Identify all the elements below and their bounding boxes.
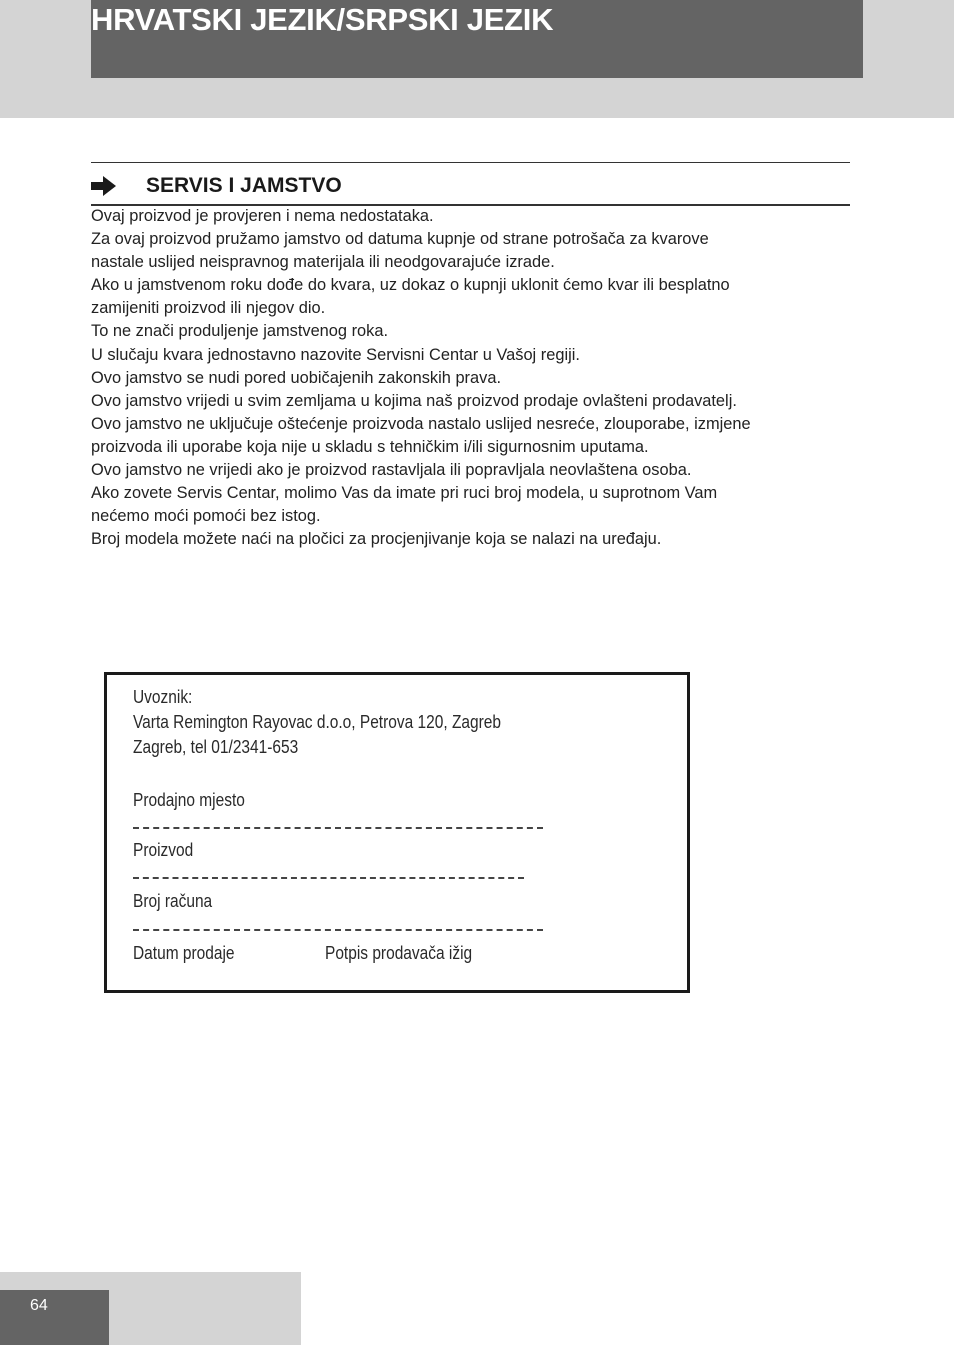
text-line: nastale uslijed neispravnog materijala ili neodgovarajuće izrade. [91,253,555,272]
text-line: To ne znači produljenje jamstvenog roka. [91,322,389,341]
text-line: Ovo jamstvo vrijedi u svim zemljama u kojima naš proizvod prodaje ovlašteni prodavatelj. [91,391,737,410]
section-rule-top [91,162,850,163]
page-title: HRVATSKI JEZIK/SRPSKI JEZIK [91,2,554,37]
text-line: Ako u jamstvenom roku dođe do kvara, uz dokaz o kupnji uklonit ćemo kvar ili besplatno [91,276,730,295]
text-line: zamijeniti proizvod ili njegov dio. [91,299,326,318]
field-date-label: Datum prodaje [133,943,235,963]
warranty-text [91,205,851,551]
importer-label: Uvoznik: [133,687,193,707]
page-number-box [0,1290,109,1345]
text-line: nećemo moći pomoći bez istog. [91,507,321,526]
page-number: 64 [30,1297,48,1314]
text-line: proizvoda ili uporabe koja nije u skladu s tehničkim i/ili sigurnosnim uputama. [91,437,649,456]
field-product-line[interactable] [133,877,524,879]
text-line: Za ovaj proizvod pružamo jamstvo od datuma kupnje od strane potrošača za kvarove [91,230,709,249]
field-invoice-label: Broj računa [133,891,213,911]
text-line: Ako zovete Servis Centar, molimo Vas da imate pri ruci broj modela, u suprotnom Vam [91,484,718,503]
field-signature-label: Potpis prodavača ižig [325,943,473,963]
text-line: Ovo jamstvo ne uključuje oštećenje proizvoda nastalo uslijed nesreće, zlouporabe, izmjene [91,414,751,433]
importer-address: Varta Remington Rayovac d.o.o, Petrova 120, Zagreb [133,712,501,732]
field-place-label: Prodajno mjesto [133,790,245,810]
text-line: U slučaju kvara jednostavno nazovite Servisni Centar u Vašoj regiji. [91,345,580,364]
arrow-right-icon [91,175,117,197]
text-line: Ovo jamstvo se nudi pored uobičajenih zakonskih prava. [91,368,501,387]
text-line: Ovaj proizvod je provjeren i nema nedostataka. [91,207,434,225]
section-title: SERVIS I JAMSTVO [146,174,342,197]
text-line: Broj modela možete naći na pločici za procjenjivanje koja se nalazi na uređaju. [91,530,662,549]
importer-contact: Zagreb, tel 01/2341-653 [133,737,299,757]
text-line: Ovo jamstvo ne vrijedi ako je proizvod rastavljala ili popravljala neovlaštena osoba. [91,461,692,480]
field-place-line[interactable] [133,827,543,829]
warranty-card [104,672,690,993]
field-invoice-line[interactable] [133,929,543,931]
field-product-label: Proizvod [133,840,194,860]
